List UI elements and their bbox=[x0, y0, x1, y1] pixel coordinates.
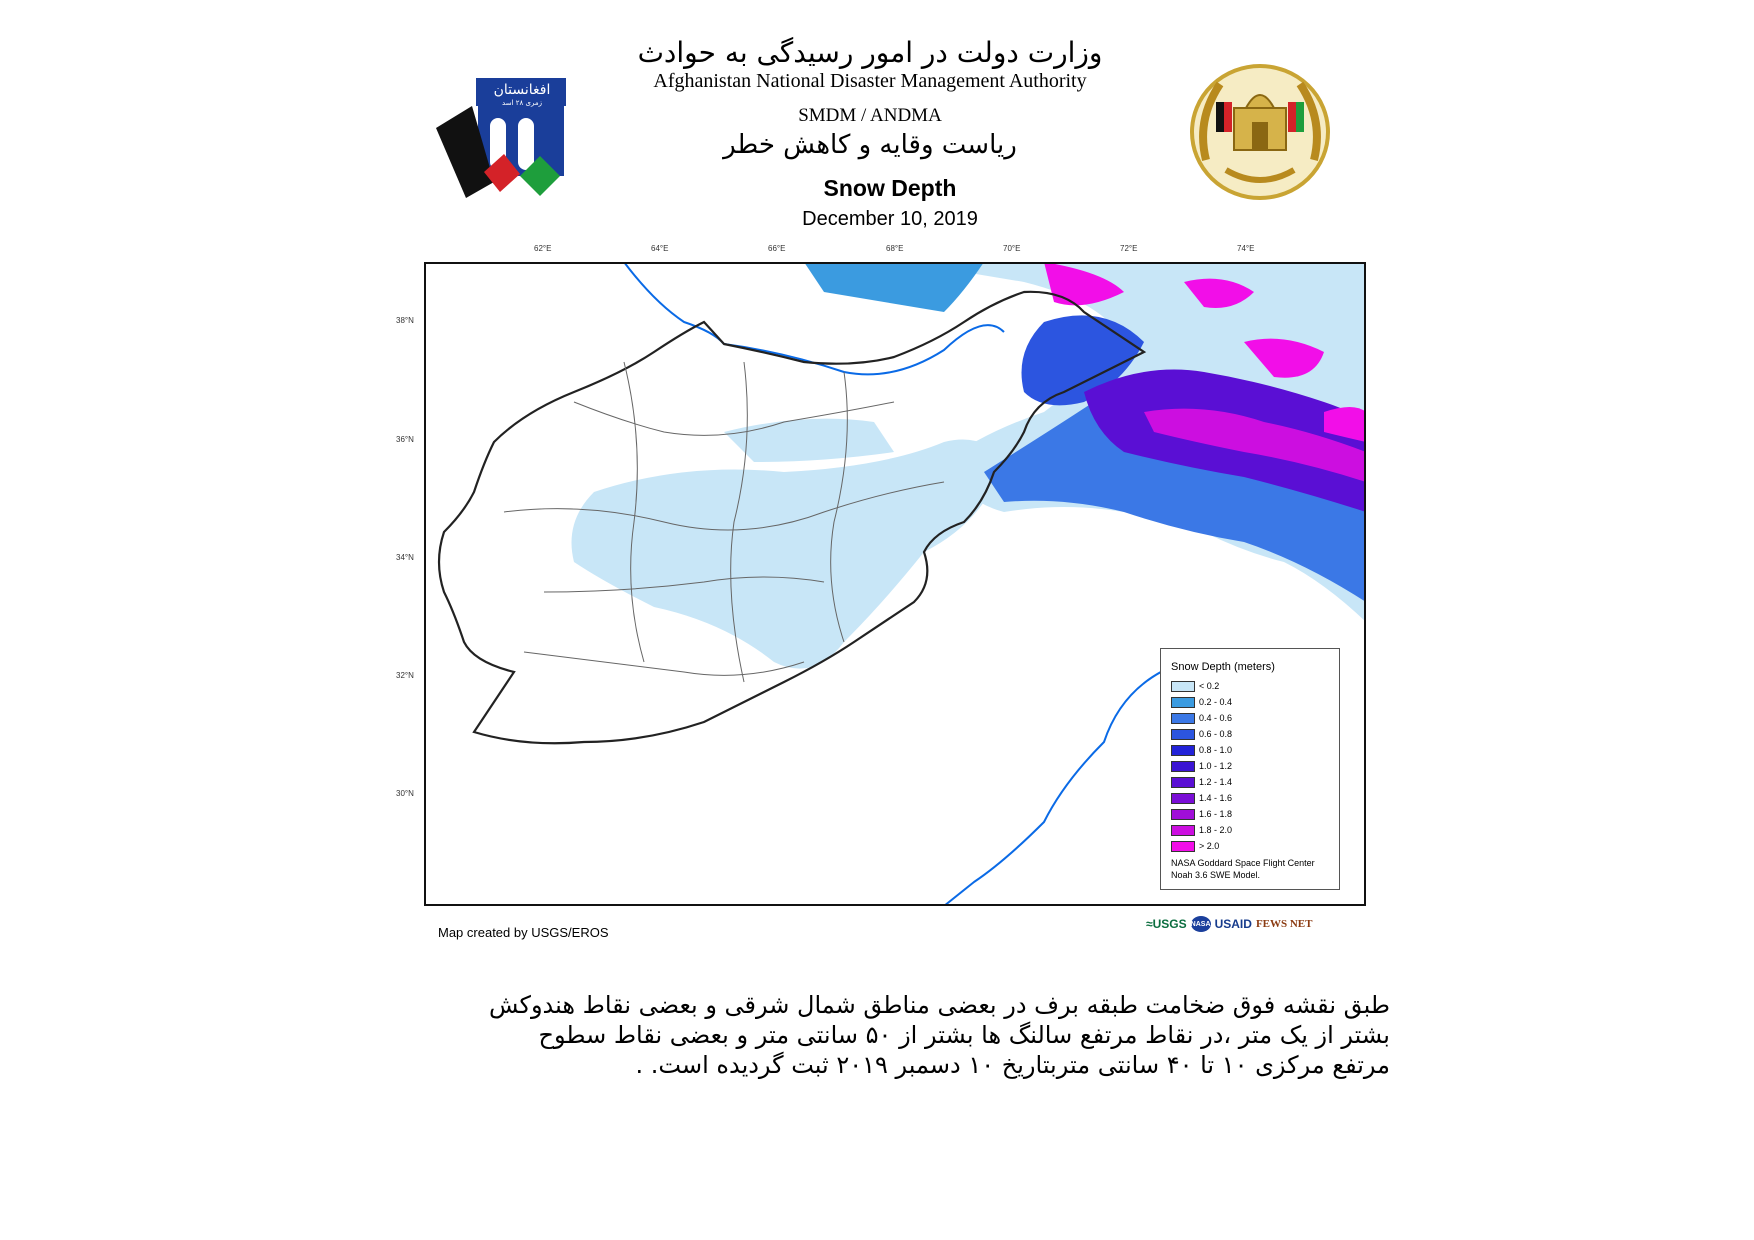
lon-tick: 74°E bbox=[1237, 244, 1255, 253]
afghanistan-100-years-logo-icon bbox=[432, 72, 572, 198]
legend-label: 0.4 - 0.6 bbox=[1199, 713, 1233, 723]
legend-title: Snow Depth (meters) bbox=[1171, 661, 1275, 673]
ministry-title-dari: وزارت دولت در امور رسیدگی به حوادث bbox=[637, 36, 1103, 69]
logo-text: افغانستان bbox=[493, 82, 551, 98]
lon-tick: 68°E bbox=[886, 244, 904, 253]
description-paragraph bbox=[390, 990, 1390, 1080]
legend-label: 1.0 - 1.2 bbox=[1199, 761, 1233, 771]
ministry-title-english: Afghanistan National Disaster Management Authority bbox=[653, 70, 1087, 92]
partner-logos bbox=[1146, 916, 1312, 932]
map-title: Snow Depth bbox=[823, 175, 957, 201]
usgs-logo-icon: ≈USGS bbox=[1146, 917, 1187, 931]
map-legend bbox=[1160, 648, 1340, 890]
legend-item bbox=[1171, 743, 1232, 757]
lon-tick: 70°E bbox=[1003, 244, 1021, 253]
afghanistan-national-emblem-icon bbox=[1186, 60, 1334, 202]
lon-tick: 72°E bbox=[1120, 244, 1138, 253]
logo-subtext: زمری ۲۸ اسد bbox=[502, 99, 542, 107]
legend-item bbox=[1171, 711, 1232, 725]
map-date: December 10, 2019 bbox=[802, 208, 978, 230]
legend-label: 1.8 - 2.0 bbox=[1199, 825, 1233, 835]
legend-item bbox=[1171, 695, 1232, 709]
lat-tick: 32°N bbox=[396, 671, 414, 680]
legend-source-line2: Noah 3.6 SWE Model. bbox=[1171, 870, 1261, 880]
lon-tick: 66°E bbox=[768, 244, 786, 253]
lat-tick: 36°N bbox=[396, 435, 414, 444]
legend-label: 1.6 - 1.8 bbox=[1199, 809, 1233, 819]
legend-swatch bbox=[1171, 697, 1195, 708]
legend-label: 0.6 - 0.8 bbox=[1199, 729, 1233, 739]
legend-label: 1.2 - 1.4 bbox=[1199, 777, 1233, 787]
lon-tick: 64°E bbox=[651, 244, 669, 253]
legend-swatch bbox=[1171, 793, 1195, 804]
legend-item bbox=[1171, 727, 1232, 741]
legend-item bbox=[1171, 679, 1219, 693]
legend-swatch bbox=[1171, 809, 1195, 820]
legend-swatch bbox=[1171, 825, 1195, 836]
legend-item bbox=[1171, 807, 1232, 821]
legend-item bbox=[1171, 775, 1232, 789]
legend-label: < 0.2 bbox=[1199, 681, 1220, 691]
lat-tick: 34°N bbox=[396, 553, 414, 562]
legend-item bbox=[1171, 839, 1219, 853]
map-credit: Map created by USGS/EROS bbox=[438, 925, 609, 940]
legend-item bbox=[1171, 791, 1232, 805]
legend-swatch bbox=[1171, 713, 1195, 724]
description-line: طبق نقشه فوق ضخامت طبقه برف در بعضی مناطق شمال شرقی و بعضی نقاط هندوکش bbox=[488, 991, 1390, 1019]
legend-swatch bbox=[1171, 841, 1195, 852]
nasa-logo-icon: NASA bbox=[1191, 916, 1211, 932]
legend-label: > 2.0 bbox=[1199, 841, 1220, 851]
fews-net-logo-icon: FEWS NET bbox=[1255, 918, 1313, 930]
legend-item bbox=[1171, 823, 1232, 837]
description-line: بشتر از یک متر ،در نقاط مرتفع سالنگ ها بشتر از ۵۰ سانتی متر و بعضی نقاط سطوح bbox=[538, 1021, 1390, 1049]
department-title-dari: ریاست وقایه و کاهش خطر bbox=[723, 130, 1017, 160]
legend-swatch bbox=[1171, 681, 1195, 692]
lon-tick: 62°E bbox=[534, 244, 552, 253]
legend-swatch bbox=[1171, 729, 1195, 740]
legend-swatch bbox=[1171, 745, 1195, 756]
legend-source-line1: NASA Goddard Space Flight Center bbox=[1171, 858, 1315, 868]
description-line: مرتفع مرکزی ۱۰ تا ۴۰ سانتی متربتاریخ ۱۰ دسمبر ۲۰۱۹ ثبت گردیده است. . bbox=[635, 1051, 1390, 1079]
lat-tick: 30°N bbox=[396, 789, 414, 798]
legend-swatch bbox=[1171, 777, 1195, 788]
department-code: SMDM / ANDMA bbox=[798, 105, 942, 126]
legend-label: 1.4 - 1.6 bbox=[1199, 793, 1233, 803]
legend-swatch bbox=[1171, 761, 1195, 772]
legend-source bbox=[1171, 857, 1315, 881]
legend-label: 0.8 - 1.0 bbox=[1199, 745, 1233, 755]
legend-item bbox=[1171, 759, 1232, 773]
usaid-logo-icon: USAID bbox=[1214, 917, 1252, 931]
legend-label: 0.2 - 0.4 bbox=[1199, 697, 1233, 707]
lat-tick: 38°N bbox=[396, 316, 414, 325]
